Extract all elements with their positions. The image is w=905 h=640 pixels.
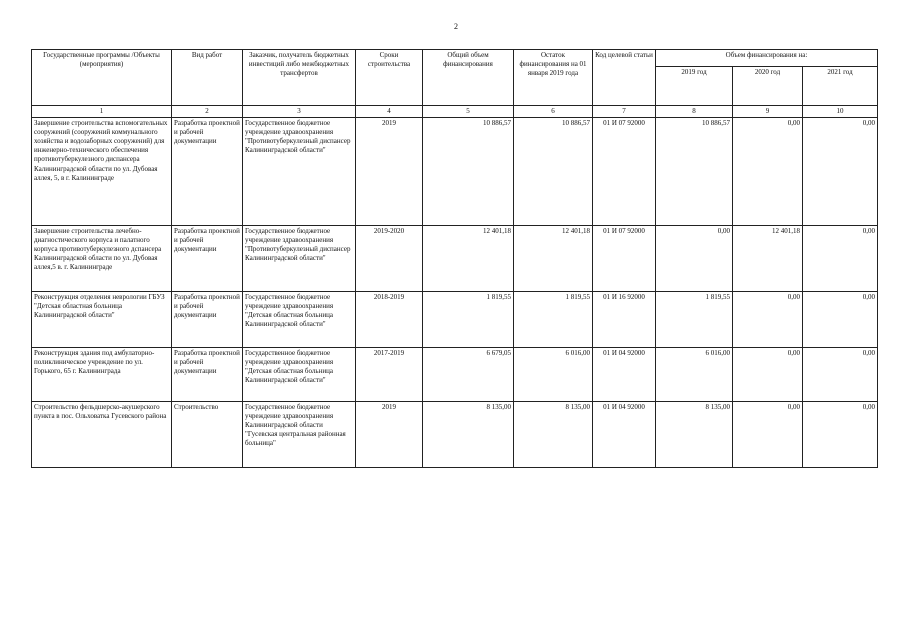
header-financing: Объем финансирования на: <box>656 50 878 67</box>
cell-object: Реконструкция отделения неврологии ГБУЗ "Детская областная больница Калининградской области" <box>32 292 172 348</box>
col-number: 4 <box>356 106 423 118</box>
cell-year-2019: 8 135,00 <box>656 402 733 468</box>
cell-year-2019: 10 886,57 <box>656 118 733 226</box>
col-number: 6 <box>514 106 593 118</box>
cell-work-type: Строительство <box>172 402 243 468</box>
col-number: 9 <box>733 106 803 118</box>
cell-code: 01 И 07 92000 <box>593 118 656 226</box>
col-number: 5 <box>423 106 514 118</box>
header-row <box>32 50 878 67</box>
cell-year-2019: 6 016,00 <box>656 348 733 402</box>
cell-code: 01 И 16 92000 <box>593 292 656 348</box>
cell-period: 2019 <box>356 402 423 468</box>
cell-customer: Государственное бюджетное учреждение здравоохранения "Детская областная больница Калининградской области" <box>243 292 356 348</box>
cell-total: 6 679,05 <box>423 348 514 402</box>
header-year-2021: 2021 год <box>803 67 878 106</box>
cell-year-2020: 12 401,18 <box>733 226 803 292</box>
cell-code: 01 И 07 92000 <box>593 226 656 292</box>
cell-period: 2018-2019 <box>356 292 423 348</box>
header-customer: Заказчик, получатель бюджетных инвестиций либо межбюджетных трансфертов <box>243 50 356 106</box>
cell-object: Строительство фельдшерско-акушерского пункта в пос. Ольховатка Гусевского района <box>32 402 172 468</box>
cell-code: 01 И 04 92000 <box>593 402 656 468</box>
cell-total: 12 401,18 <box>423 226 514 292</box>
cell-year-2021: 0,00 <box>803 348 878 402</box>
column-number-row <box>32 106 878 118</box>
cell-customer: Государственное бюджетное учреждение здравоохранения "Противотуберкулезный диспансер Калининградской области" <box>243 118 356 226</box>
cell-customer: Государственное бюджетное учреждение здравоохранения "Детская областная больница Калининградской области" <box>243 348 356 402</box>
cell-object: Завершение строительства вспомогательных сооружений (сооружений коммунального хозяйства и водозаборных сооружений) для инженерно-технического обеспечения противотуберкулезного диспансера Калининградской области по ул. Дубовая аллея, 5, в г. Калининграде <box>32 118 172 226</box>
cell-total: 1 819,55 <box>423 292 514 348</box>
cell-period: 2017-2019 <box>356 348 423 402</box>
cell-work-type: Разработка проектной и рабочей документации <box>172 226 243 292</box>
header-object: Государственные программы /Объекты (мероприятия) <box>32 50 172 106</box>
header-balance: Остаток финансирования на 01 января 2019 года <box>514 50 593 106</box>
cell-total: 8 135,00 <box>423 402 514 468</box>
header-year-2020: 2020 год <box>733 67 803 106</box>
cell-year-2020: 0,00 <box>733 292 803 348</box>
cell-year-2019: 0,00 <box>656 226 733 292</box>
cell-balance: 1 819,55 <box>514 292 593 348</box>
col-number: 1 <box>32 106 172 118</box>
cell-balance: 10 886,57 <box>514 118 593 226</box>
header-code: Код целевой статьи <box>593 50 656 106</box>
cell-balance: 8 135,00 <box>514 402 593 468</box>
cell-work-type: Разработка проектной и рабочей документации <box>172 348 243 402</box>
header-year-2019: 2019 год <box>656 67 733 106</box>
cell-object: Реконструкция здания под амбулаторно-поликлиническое учреждение по ул. Горького, 65 г. Калининграда <box>32 348 172 402</box>
cell-code: 01 И 04 92000 <box>593 348 656 402</box>
financing-table <box>31 49 878 468</box>
col-number: 3 <box>243 106 356 118</box>
cell-object: Завершение строительства лечебно-диагностического корпуса и палатного корпуса противотуберкулезного дспансера Калининградской области по ул. Дубовая аллея,5 в. г. Калининграде <box>32 226 172 292</box>
header-total: Общий объем финансирования <box>423 50 514 106</box>
col-number: 8 <box>656 106 733 118</box>
cell-year-2021: 0,00 <box>803 226 878 292</box>
col-number: 2 <box>172 106 243 118</box>
col-number: 10 <box>803 106 878 118</box>
cell-year-2021: 0,00 <box>803 402 878 468</box>
cell-year-2021: 0,00 <box>803 292 878 348</box>
page-number: 2 <box>454 22 458 31</box>
cell-total: 10 886,57 <box>423 118 514 226</box>
cell-balance: 12 401,18 <box>514 226 593 292</box>
cell-period: 2019-2020 <box>356 226 423 292</box>
cell-year-2020: 0,00 <box>733 348 803 402</box>
cell-work-type: Разработка проектной и рабочей документации <box>172 118 243 226</box>
cell-work-type: Разработка проектной и рабочей документации <box>172 292 243 348</box>
table-row <box>32 292 878 348</box>
header-period: Сроки строительства <box>356 50 423 106</box>
table-row <box>32 226 878 292</box>
table-row <box>32 348 878 402</box>
cell-year-2019: 1 819,55 <box>656 292 733 348</box>
cell-customer: Государственное бюджетное учреждение здравоохранения Калининградской области "Гусевская центральная районная больница" <box>243 402 356 468</box>
cell-year-2020: 0,00 <box>733 118 803 226</box>
cell-period: 2019 <box>356 118 423 226</box>
header-work-type: Вид работ <box>172 50 243 106</box>
cell-year-2021: 0,00 <box>803 118 878 226</box>
cell-year-2020: 0,00 <box>733 402 803 468</box>
col-number: 7 <box>593 106 656 118</box>
cell-balance: 6 016,00 <box>514 348 593 402</box>
table-row <box>32 118 878 226</box>
table-row <box>32 402 878 468</box>
cell-customer: Государственное бюджетное учреждение здравоохранения "Противотуберкулезный диспансер Калининградской области" <box>243 226 356 292</box>
